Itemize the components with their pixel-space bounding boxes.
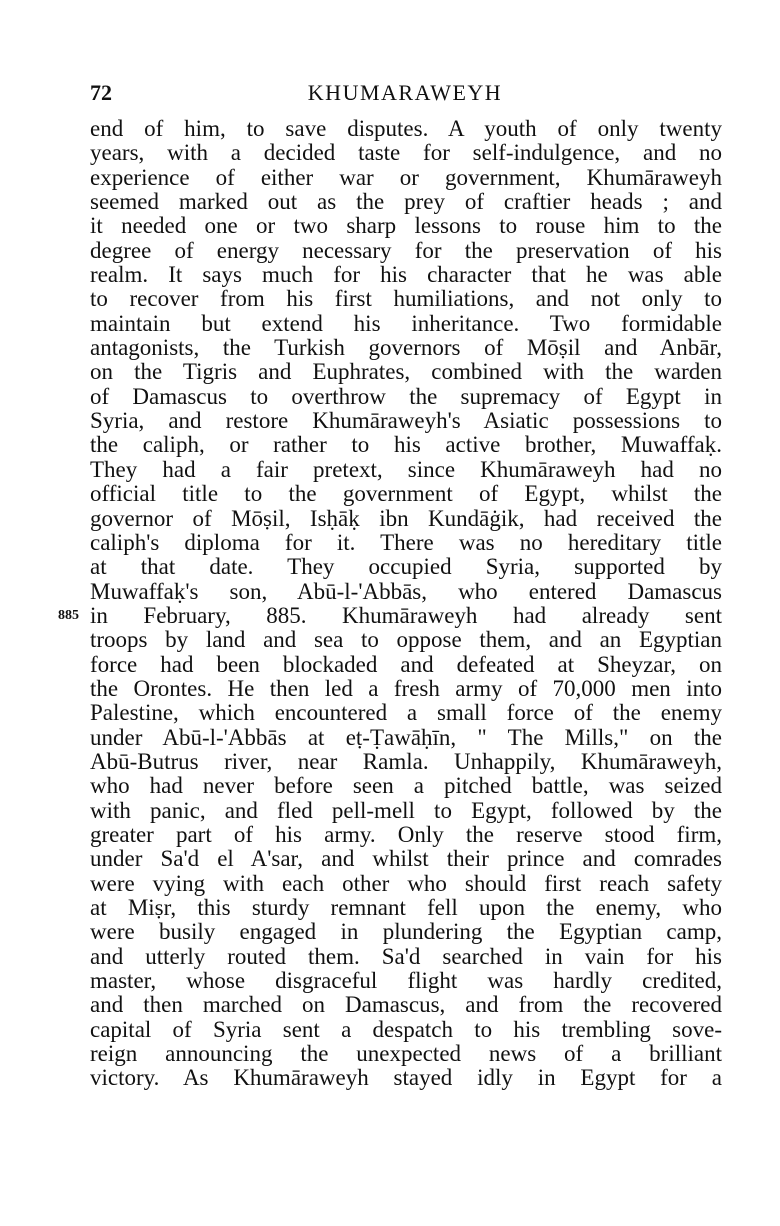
text-line: maintain but extend his inheritance. Two formidable [90,310,722,336]
text-line: under Abū-l-'Abbās at eṭ-Ṭawāḥīn, " The Mills," on the [90,724,722,750]
text-line: years, with a decided taste for self-indulgence, and no [90,140,722,166]
page-number: 72 [90,80,112,105]
text-line: were busily engaged in plundering the Egyptian camp, [90,919,722,945]
text-line: of Damascus to overthrow the supremacy of Egypt in [90,383,722,409]
text-line: antagonists, the Turkish governors of Mōṣil and Anbār, [90,335,722,361]
text-line: victory. As Khumāraweyh stayed idly in Egypt for a [90,1065,722,1091]
text-line: on the Tigris and Euphrates, combined with the warden [90,359,722,385]
text-line: seemed marked out as the prey of craftier heads ; and [90,189,722,215]
body-text [90,117,722,1091]
margin-date-note: 885 [58,608,79,623]
text-line: greater part of his army. Only the reserve stood firm, [90,821,722,847]
text-line: reign announcing the unexpected news of a brilliant [90,1041,722,1067]
text-line: and utterly routed them. Sa'd searched in vain for his [90,943,722,969]
text-line: force had been blockaded and defeated at Sheyzar, on [90,651,722,677]
text-line: official title to the government of Egypt, whilst the [90,481,722,507]
page-header [90,78,720,108]
text-line: They had a fair pretext, since Khumāraweyh had no [90,456,722,482]
text-line: in February, 885. Khumāraweyh had already sent [90,602,722,628]
text-line: it needed one or two sharp lessons to rouse him to the [90,213,722,239]
text-line: were vying with each other who should first reach safety [90,870,722,896]
text-line: caliph's diploma for it. There was no hereditary title [90,529,722,555]
text-line: Abū-Butrus river, near Ramla. Unhappily, Khumāraweyh, [90,748,722,774]
text-line: capital of Syria sent a despatch to his trembling sove- [90,1016,722,1042]
text-line: Palestine, which encountered a small force of the enemy [90,700,722,726]
text-line: at that date. They occupied Syria, supported by [90,554,722,580]
text-line: under Sa'd el A'sar, and whilst their prince and comrades [90,846,722,872]
running-head: KHUMARAWEYH [307,80,503,105]
text-line: experience of either war or government, Khumāraweyh [90,164,722,190]
text-line: with panic, and fled pell-mell to Egypt, followed by the [90,797,722,823]
text-line: the Orontes. He then led a fresh army of 70,000 men into [90,675,722,701]
text-line: and then marched on Damascus, and from the recovered [90,992,722,1018]
text-line: who had never before seen a pitched battle, was seized [90,773,722,799]
text-line: end of him, to save disputes. A youth of only twenty [90,116,722,141]
text-line: to recover from his first humiliations, and not only to [90,286,722,312]
text-line: Muwaffaḳ's son, Abū-l-'Abbās, who entered Damascus [90,578,722,604]
text-line: Syria, and restore Khumāraweyh's Asiatic possessions to [90,408,722,434]
text-line: troops by land and sea to oppose them, and an Egyptian [90,627,722,653]
text-line: governor of Mōṣil, Isḥāḳ ibn Kundāġik, had received the [90,505,722,531]
text-line: the caliph, or rather to his active brother, Muwaffaḳ. [90,432,722,458]
text-line: at Miṣr, this sturdy remnant fell upon the enemy, who [90,895,722,920]
text-line: master, whose disgraceful flight was hardly credited, [90,968,722,994]
text-line: degree of energy necessary for the preservation of his [90,237,722,263]
text-line: realm. It says much for his character that he was able [90,262,722,288]
